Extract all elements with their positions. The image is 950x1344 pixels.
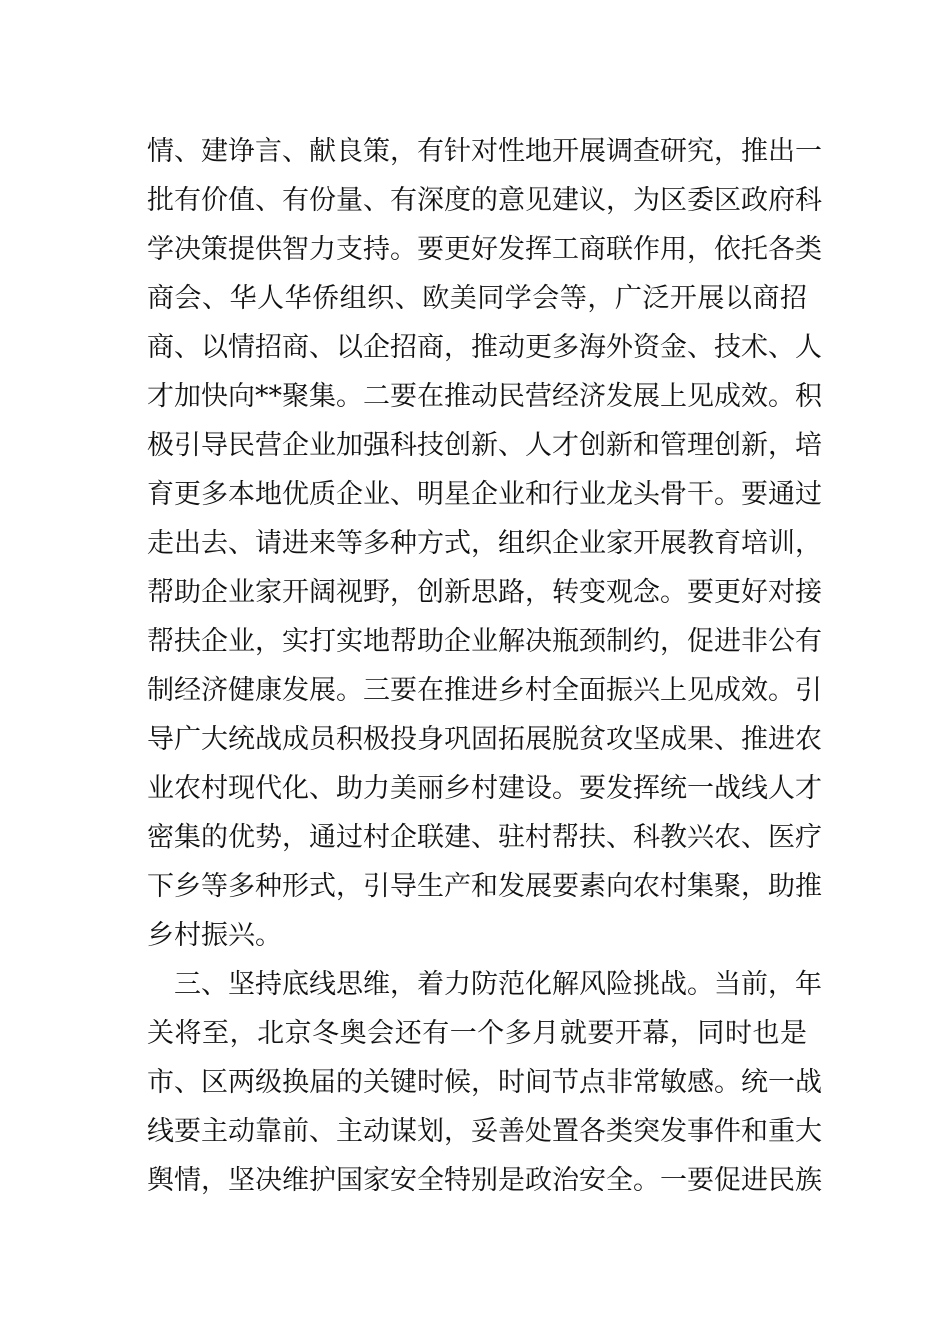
text-line: 密集的优势，通过村企联建、驻村帮扶、科教兴农、医疗: [147, 822, 822, 853]
text-line: 极引导民营企业加强科技创新、人才创新和管理创新，培: [147, 430, 822, 461]
text-line: 才加快向**聚集。二要在推动民营经济发展上见成效。积: [147, 381, 822, 412]
text-line: 走出去、请进来等多种方式，组织企业家开展教育培训，: [147, 528, 822, 559]
text-line: 情、建诤言、献良策，有针对性地开展调查研究，推出一: [147, 136, 822, 167]
text-line: 育更多本地优质企业、明星企业和行业龙头骨干。要通过: [147, 479, 822, 510]
text-line: 舆情，坚决维护国家安全特别是政治安全。一要促进民族: [147, 1165, 822, 1196]
text-line: 学决策提供智力支持。要更好发挥工商联作用，依托各类: [147, 234, 822, 265]
text-line: 线要主动靠前、主动谋划，妥善处置各类突发事件和重大: [147, 1116, 822, 1147]
text-line: 商会、华人华侨组织、欧美同学会等，广泛开展以商招: [147, 283, 807, 314]
text-line: 导广大统战成员积极投身巩固拓展脱贫攻坚成果、推进农: [147, 724, 822, 755]
text-line: 三、坚持底线思维，着力防范化解风险挑战。当前，年: [147, 969, 822, 1000]
text-line: 批有价值、有份量、有深度的意见建议，为区委区政府科: [147, 185, 822, 216]
text-line: 商、以情招商、以企招商，推动更多海外资金、技术、人: [147, 332, 822, 363]
text-line: 关将至，北京冬奥会还有一个多月就要开幕，同时也是: [147, 1018, 807, 1049]
text-line: 制经济健康发展。三要在推进乡村全面振兴上见成效。引: [147, 675, 822, 706]
text-line: 业农村现代化、助力美丽乡村建设。要发挥统一战线人才: [147, 773, 822, 804]
text-line: 乡村振兴。: [147, 920, 282, 951]
document-body: [147, 127, 822, 1205]
text-line: 下乡等多种形式，引导生产和发展要素向农村集聚，助推: [147, 871, 822, 902]
text-line: 市、区两级换届的关键时候，时间节点非常敏感。统一战: [147, 1067, 822, 1098]
text-line: 帮助企业家开阔视野，创新思路，转变观念。要更好对接: [147, 577, 822, 608]
text-line: 帮扶企业，实打实地帮助企业解决瓶颈制约，促进非公有: [147, 626, 822, 657]
